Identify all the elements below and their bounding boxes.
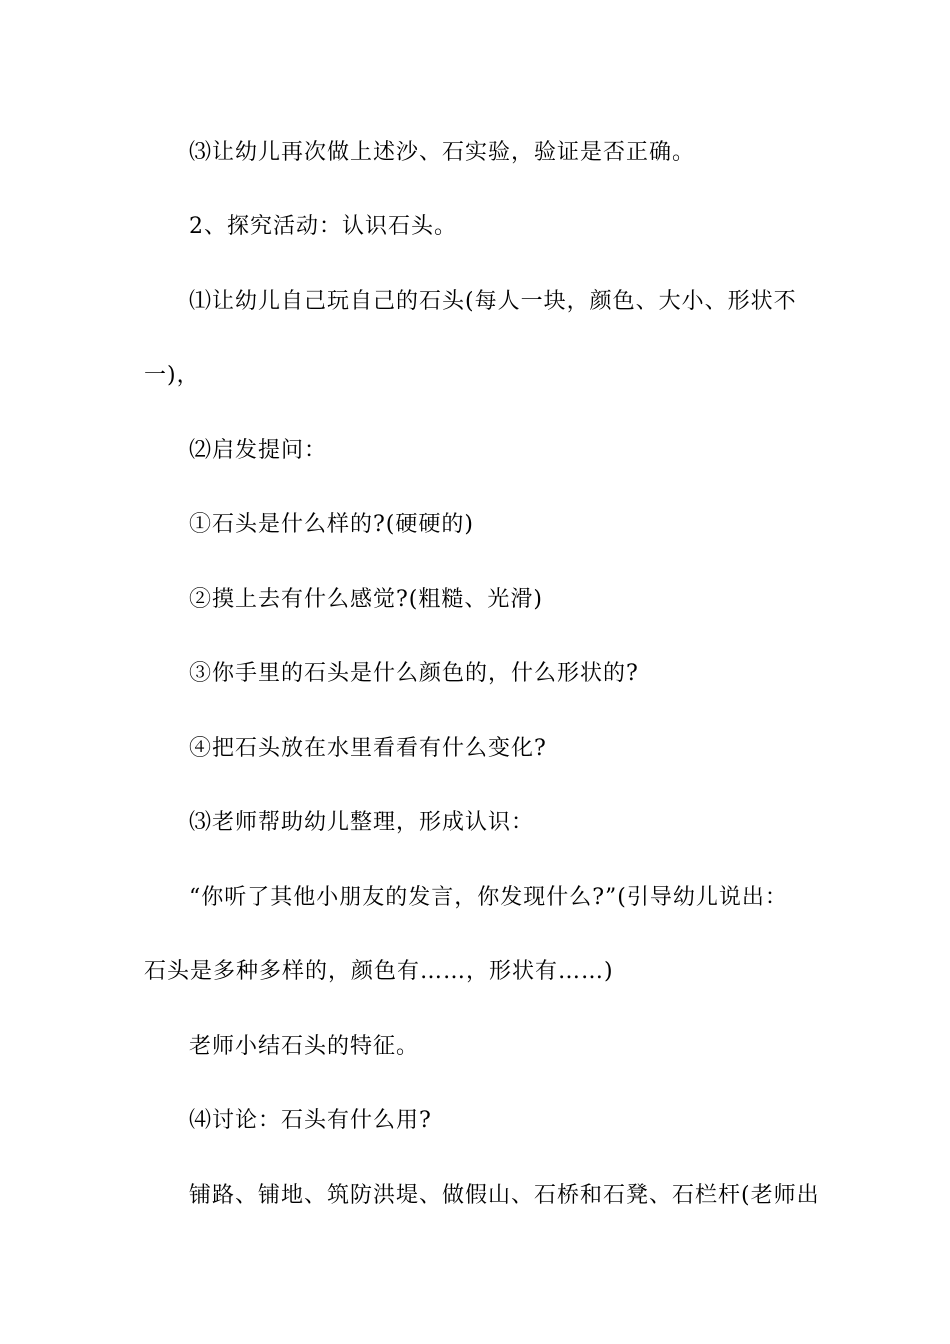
paragraph-line: ⑷讨论：石头有什么用? xyxy=(189,1108,432,1133)
paragraph-line: 一)， xyxy=(144,363,200,388)
paragraph-line: ⑵启发提问： xyxy=(189,438,328,463)
paragraph-line: ③你手里的石头是什么颜色的，什么形状的? xyxy=(189,661,639,686)
paragraph-line: ⑴让幼儿自己玩自己的石头(每人一块，颜色、大小、形状不 xyxy=(189,289,797,314)
paragraph-line: 铺路、铺地、筑防洪堤、做假山、石桥和石凳、石栏杆(老师出 xyxy=(189,1183,820,1208)
paragraph-line: 石头是多种多样的，颜色有……，形状有……) xyxy=(144,959,614,984)
paragraph-line: 老师小结石头的特征。 xyxy=(189,1034,420,1059)
paragraph-line: 2、探究活动：认识石头。 xyxy=(189,214,457,239)
paragraph-line: ④把石头放在水里看看有什么变化? xyxy=(189,736,547,761)
paragraph-line: ②摸上去有什么感觉?(粗糙、光滑) xyxy=(189,587,543,612)
paragraph-line: ⑶老师帮助幼儿整理，形成认识： xyxy=(189,810,535,835)
paragraph-line: ①石头是什么样的?(硬硬的) xyxy=(189,512,474,537)
paragraph-line: “你听了其他小朋友的发言，你发现什么?”(引导幼儿说出： xyxy=(189,885,788,910)
paragraph-line: ⑶让幼儿再次做上述沙、石实验，验证是否正确。 xyxy=(189,140,696,165)
